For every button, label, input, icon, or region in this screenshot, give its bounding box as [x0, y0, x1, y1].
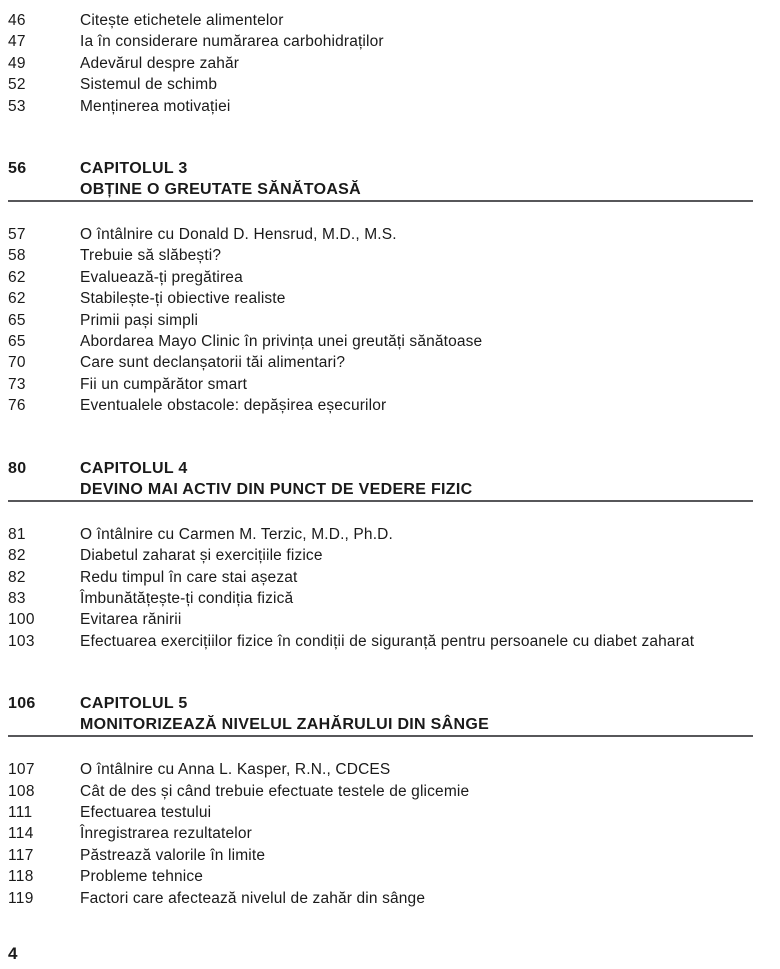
toc-entry-title: Efectuarea testului [80, 803, 212, 821]
toc-entry-page-number: 62 [8, 268, 26, 286]
toc-entry-page-number: 107 [8, 761, 35, 779]
section-divider [8, 500, 753, 502]
toc-entry [8, 631, 753, 652]
chapter-title-block [80, 458, 472, 500]
toc-entry [8, 288, 753, 309]
toc-entry [8, 352, 753, 373]
toc-entry-title: O întâlnire cu Donald D. Hensrud, M.D., M.S. [80, 226, 397, 244]
toc-entry-page-number: 82 [8, 568, 26, 586]
toc-entry [8, 96, 753, 117]
toc-entry-page-number: 114 [8, 825, 34, 843]
toc-chapter-5-section [8, 693, 753, 909]
chapter-title: MONITORIZEAZĂ NIVELUL ZAHĂRULUI DIN SÂNGE [80, 716, 490, 734]
toc-entry-page-number: 81 [8, 525, 26, 543]
toc-entry-title: Probleme tehnice [80, 868, 204, 886]
chapter-entry-list [8, 759, 753, 909]
toc-entry-page-number: 47 [8, 33, 26, 51]
chapter-title-block [80, 158, 361, 200]
toc-entry-title: O întâlnire cu Anna L. Kasper, R.N., CDCES [80, 761, 391, 779]
toc-entry-title: Păstrează valorile în limite [80, 846, 266, 864]
chapter-heading [8, 158, 753, 200]
section-divider [8, 200, 753, 202]
toc-entry-page-number: 82 [8, 547, 26, 565]
chapter-label: CAPITOLUL 4 [80, 459, 188, 477]
toc-entry-page-number: 57 [8, 226, 26, 244]
toc-entry [8, 759, 753, 780]
toc-entry-title: Sistemul de schimb [80, 76, 218, 94]
toc-entry [8, 310, 753, 331]
toc-entry [8, 31, 753, 52]
toc-entry [8, 74, 753, 95]
toc-entry [8, 395, 753, 416]
chapter-entry-list [8, 224, 753, 417]
section-divider [8, 735, 753, 737]
toc-entry-title: Diabetul zaharat și exercițiile fizice [80, 547, 323, 565]
toc-entry [8, 224, 753, 245]
toc-entry [8, 588, 753, 609]
toc-entry-page-number: 62 [8, 290, 26, 308]
toc-entry-title: Fii un cumpărător smart [80, 375, 248, 393]
toc-entry [8, 567, 753, 588]
chapter-label: CAPITOLUL 5 [80, 695, 188, 713]
toc-entry-page-number: 73 [8, 375, 26, 393]
chapter-title: DEVINO MAI ACTIV DIN PUNCT DE VEDERE FIZIC [80, 480, 473, 498]
toc-entry-page-number: 70 [8, 354, 26, 372]
chapter-heading [8, 693, 753, 735]
toc-entry-page-number: 108 [8, 782, 35, 800]
toc-entry-title: Ia în considerare numărarea carbohidraților [80, 33, 384, 51]
chapter-entry-list [8, 524, 753, 652]
toc-entry-title: Evaluează-ți pregătirea [80, 268, 243, 286]
toc-entry-title: Trebuie să slăbești? [80, 247, 222, 265]
toc-entry-title: Adevărul despre zahăr [80, 54, 240, 72]
toc-entry-page-number: 111 [8, 803, 33, 821]
toc-entry [8, 545, 753, 566]
chapter-page-number: 80 [8, 459, 27, 477]
toc-entry-title: Eventualele obstacole: depășirea eșecurilor [80, 397, 387, 415]
chapter-heading [8, 458, 753, 500]
toc-entry [8, 781, 753, 802]
toc-entry-title: Efectuarea exercițiilor fizice în condiții de siguranță pentru persoanele cu diabet zaharat [80, 632, 695, 650]
toc-chapter-4-section [8, 458, 753, 652]
chapter-title: OBȚINE O GREUTATE SĂNĂTOASĂ [80, 181, 361, 199]
toc-entry [8, 10, 753, 31]
toc-entry-page-number: 83 [8, 589, 26, 607]
folio-page-number: 4 [8, 943, 18, 963]
toc-entry-title: Redu timpul în care stai așezat [80, 568, 298, 586]
chapter-page-number: 56 [8, 160, 27, 178]
toc-entry [8, 888, 753, 909]
toc-entry [8, 53, 753, 74]
toc-entry-page-number: 65 [8, 333, 26, 351]
toc-entry-title: Evitarea rănirii [80, 611, 182, 629]
page-footer [8, 943, 753, 963]
toc-entry [8, 331, 753, 352]
toc-entry-page-number: 117 [8, 846, 34, 864]
toc-entry-page-number: 53 [8, 97, 26, 115]
toc-intro-section [8, 10, 753, 117]
toc-entry-title: Menținerea motivației [80, 97, 231, 115]
chapter-page-number: 106 [8, 695, 36, 713]
toc-entry [8, 802, 753, 823]
toc-chapter-3-section [8, 158, 753, 417]
toc-entry-title: Primii pași simpli [80, 311, 199, 329]
toc-entry [8, 267, 753, 288]
toc-entry [8, 374, 753, 395]
toc-entry-page-number: 58 [8, 247, 26, 265]
toc-entry-title: Înregistrarea rezultatelor [80, 825, 252, 843]
toc-entry-page-number: 118 [8, 868, 34, 886]
toc-entry-page-number: 65 [8, 311, 26, 329]
toc-entry [8, 245, 753, 266]
toc-entry [8, 823, 753, 844]
toc-entry-title: O întâlnire cu Carmen M. Terzic, M.D., Ph.D. [80, 525, 393, 543]
toc-entry-title: Cât de des și când trebuie efectuate testele de glicemie [80, 782, 470, 800]
chapter-label: CAPITOLUL 3 [80, 160, 188, 178]
toc-entry-page-number: 119 [8, 889, 34, 907]
toc-entry-title: Citește etichetele alimentelor [80, 12, 284, 29]
toc-entry-title: Îmbunătățește-ți condiția fizică [80, 589, 294, 607]
toc-entry-page-number: 52 [8, 76, 26, 94]
chapter-title-block [80, 693, 489, 735]
toc-entry [8, 524, 753, 545]
toc-entry-page-number: 100 [8, 611, 35, 629]
toc-entry [8, 866, 753, 887]
toc-entry-title: Abordarea Mayo Clinic în privința unei greutăți sănătoase [80, 333, 483, 351]
toc-entry-page-number: 49 [8, 54, 26, 72]
toc-entry-page-number: 46 [8, 12, 26, 29]
toc-entry [8, 845, 753, 866]
toc-entry [8, 609, 753, 630]
toc-entry-title: Factori care afectează nivelul de zahăr din sânge [80, 889, 426, 907]
toc-entry-title: Stabilește-ți obiective realiste [80, 290, 286, 308]
toc-entry-page-number: 103 [8, 632, 35, 650]
toc-entry-page-number: 76 [8, 397, 26, 415]
toc-entry-title: Care sunt declanșatorii tăi alimentari? [80, 354, 346, 372]
